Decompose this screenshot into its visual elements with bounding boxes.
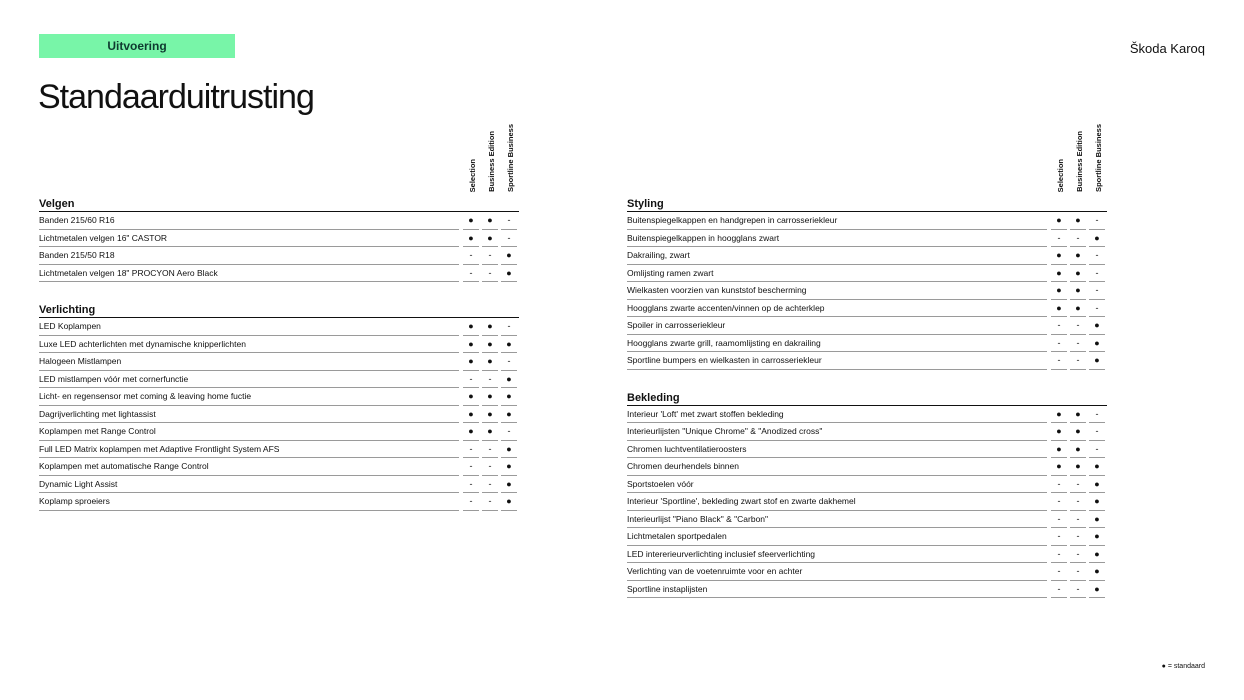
row-label: Dynamic Light Assist xyxy=(39,478,118,489)
row-value-cell: - xyxy=(501,318,517,335)
row-value-cell: ● xyxy=(1070,300,1086,317)
row-label: Koplampen met automatische Range Control xyxy=(39,461,209,471)
spec-section xyxy=(39,298,519,511)
table-row xyxy=(627,546,1107,564)
brand-name: Škoda Karoq xyxy=(1129,41,1205,56)
row-value-cell: ● xyxy=(482,318,498,335)
table-row xyxy=(627,406,1107,424)
row-divider xyxy=(39,281,459,282)
column-header-selection: Selection xyxy=(468,158,477,192)
row-value-cell: - xyxy=(1051,546,1067,563)
row-value-cell: ● xyxy=(463,212,479,229)
row-value-cell: - xyxy=(1089,247,1105,264)
row-value-cell: - xyxy=(1070,493,1086,510)
table-row xyxy=(627,247,1107,265)
row-label: Buitenspiegelkappen in hoogglans zwart xyxy=(627,232,780,243)
row-value-cell: ● xyxy=(1051,265,1067,282)
table-row xyxy=(39,388,519,406)
row-value-cell: ● xyxy=(1070,282,1086,299)
row-divider xyxy=(627,597,1047,598)
row-value-cell: ● xyxy=(501,493,517,510)
row-value-cell: ● xyxy=(1089,230,1105,247)
row-value-cell: - xyxy=(1070,230,1086,247)
row-value-cell: ● xyxy=(1070,423,1086,440)
row-value-cell: ● xyxy=(1070,458,1086,475)
row-value-cell: - xyxy=(1051,230,1067,247)
row-value-cell: ● xyxy=(1089,563,1105,580)
row-label: Lichtmetalen sportpedalen xyxy=(627,531,727,541)
column-header-sportline-business: Sportline Business xyxy=(1094,124,1103,192)
table-row xyxy=(627,230,1107,248)
row-value-cell: ● xyxy=(482,423,498,440)
table-row xyxy=(627,335,1107,353)
row-value-cell: - xyxy=(463,458,479,475)
row-label: Chromen deurhendels binnen xyxy=(627,461,739,471)
row-value-cell: - xyxy=(1089,300,1105,317)
row-label: Chromen luchtventilatieroosters xyxy=(627,443,747,454)
row-value-cell: ● xyxy=(463,318,479,335)
row-value-cell: ● xyxy=(482,388,498,405)
row-label: Dagrijverlichting met lightassist xyxy=(39,408,156,419)
column-header-business-edition: Business Edition xyxy=(487,131,496,192)
section-title: Bekleding xyxy=(627,386,1107,406)
legend: ● = standaard xyxy=(1161,663,1205,670)
row-value-cell: ● xyxy=(501,388,517,405)
table-row xyxy=(39,336,519,354)
row-value-cell: ● xyxy=(463,423,479,440)
row-value-cell: - xyxy=(482,265,498,282)
table-row xyxy=(39,423,519,441)
row-value-cell: - xyxy=(1089,423,1105,440)
row-value-cell: ● xyxy=(501,247,517,264)
table-row xyxy=(627,265,1107,283)
row-value-cell: ● xyxy=(1051,300,1067,317)
row-value-cell: - xyxy=(501,212,517,229)
row-value-cell: ● xyxy=(482,336,498,353)
row-label: Halogeen Mistlampen xyxy=(39,356,122,366)
table-row xyxy=(627,317,1107,335)
row-label: Interieurlijst "Piano Black" & "Carbon" xyxy=(627,513,769,524)
row-value-cell: ● xyxy=(1051,212,1067,229)
right-column xyxy=(627,120,1107,598)
row-value-cell: ● xyxy=(501,441,517,458)
table-row xyxy=(39,458,519,476)
table-row xyxy=(627,212,1107,230)
row-value-cell: ● xyxy=(1089,511,1105,528)
table-row xyxy=(39,247,519,265)
row-value-cell: ● xyxy=(1051,406,1067,423)
column-header-selection: Selection xyxy=(1056,158,1065,192)
table-row xyxy=(39,212,519,230)
row-value-cell: - xyxy=(463,247,479,264)
section-title: Verlichting xyxy=(39,298,519,318)
row-label: LED intererieurverlichting inclusief sfeerverlichting xyxy=(627,548,816,559)
row-value-cell: - xyxy=(463,493,479,510)
row-value-cell: ● xyxy=(463,336,479,353)
row-value-cell: - xyxy=(1051,335,1067,352)
right-sections xyxy=(627,192,1107,598)
row-value-cell: ● xyxy=(1070,212,1086,229)
left-column xyxy=(39,120,519,511)
row-value-cell: - xyxy=(1070,511,1086,528)
row-value-cell: ● xyxy=(1089,528,1105,545)
table-row xyxy=(39,476,519,494)
row-value-cell: ● xyxy=(1070,247,1086,264)
row-value-cell: - xyxy=(1070,352,1086,369)
row-value-cell: - xyxy=(501,230,517,247)
table-row xyxy=(39,493,519,511)
row-value-cell: - xyxy=(482,371,498,388)
row-value-cell: ● xyxy=(501,458,517,475)
section-title: Velgen xyxy=(39,192,519,212)
row-value-cell: ● xyxy=(1051,282,1067,299)
row-label: Interieur 'Sportline', bekleding zwart stof en zwarte dakhemel xyxy=(627,496,856,506)
row-value-cell: ● xyxy=(1070,406,1086,423)
row-value-cell: - xyxy=(1051,528,1067,545)
row-label: Hoogglans zwarte accenten/vinnen op de achterklep xyxy=(627,302,825,313)
row-value-cell: - xyxy=(482,441,498,458)
row-divider xyxy=(39,510,459,511)
table-row xyxy=(39,230,519,248)
row-value-cell: - xyxy=(1051,563,1067,580)
row-value-cell: ● xyxy=(482,212,498,229)
row-value-cell: ● xyxy=(463,406,479,423)
row-value-cell: - xyxy=(501,423,517,440)
row-value-cell: ● xyxy=(501,336,517,353)
row-value-cell: - xyxy=(1070,528,1086,545)
row-label: Buitenspiegelkappen en handgrepen in carrosseriekleur xyxy=(627,215,838,225)
column-headers xyxy=(627,120,1107,192)
row-value-cell: - xyxy=(1070,581,1086,598)
row-value-cell: - xyxy=(1089,212,1105,229)
row-value-cell: ● xyxy=(501,476,517,493)
row-value-cell: ● xyxy=(1089,317,1105,334)
table-row xyxy=(627,581,1107,599)
row-value-cell: ● xyxy=(1089,476,1105,493)
row-value-cell: - xyxy=(482,458,498,475)
left-sections xyxy=(39,192,519,511)
table-row xyxy=(627,563,1107,581)
table-row xyxy=(39,406,519,424)
row-label: Interieur 'Loft' met zwart stoffen bekleding xyxy=(627,408,784,419)
row-value-cell: - xyxy=(1051,476,1067,493)
row-value-cell: ● xyxy=(1089,458,1105,475)
row-value-cell: - xyxy=(1070,563,1086,580)
page-title: Standaarduitrusting xyxy=(38,78,314,116)
table-row xyxy=(39,265,519,283)
row-value-cell: - xyxy=(1070,546,1086,563)
row-label: Lichtmetalen velgen 16" CASTOR xyxy=(39,232,168,243)
row-label: Verlichting van de voetenruimte voor en achter xyxy=(627,566,803,576)
row-value-cell: ● xyxy=(1089,581,1105,598)
row-value-cell: - xyxy=(1089,265,1105,282)
table-row xyxy=(627,493,1107,511)
row-label: Interieurlijsten "Unique Chrome" & "Anodized cross" xyxy=(627,426,823,436)
row-divider xyxy=(627,369,1047,370)
row-label: Banden 215/60 R16 xyxy=(39,215,115,225)
row-value-cell: ● xyxy=(1089,493,1105,510)
row-value-cell: - xyxy=(1070,317,1086,334)
column-header-sportline-business: Sportline Business xyxy=(506,124,515,192)
row-value-cell: ● xyxy=(1051,441,1067,458)
row-label: LED Koplampen xyxy=(39,321,101,331)
row-value-cell: - xyxy=(463,265,479,282)
spec-section xyxy=(627,192,1107,370)
row-label: Sportline instaplijsten xyxy=(627,583,708,594)
row-value-cell: - xyxy=(1089,406,1105,423)
row-value-cell: - xyxy=(482,476,498,493)
row-label: Wielkasten voorzien van kunststof bescherming xyxy=(627,285,807,295)
column-headers xyxy=(39,120,519,192)
row-value-cell: - xyxy=(1051,511,1067,528)
row-value-cell: - xyxy=(501,353,517,370)
row-value-cell: ● xyxy=(463,353,479,370)
row-label: Spoiler in carrosseriekleur xyxy=(627,320,726,330)
row-value-cell: - xyxy=(1051,317,1067,334)
table-row xyxy=(627,528,1107,546)
row-value-cell: ● xyxy=(1070,441,1086,458)
row-value-cell: ● xyxy=(482,230,498,247)
table-row xyxy=(627,423,1107,441)
row-label: LED mistlampen vóór met cornerfunctie xyxy=(39,373,189,384)
row-label: Sportline bumpers en wielkasten in carrosseriekleur xyxy=(627,355,822,365)
table-row xyxy=(627,300,1107,318)
row-label: Full LED Matrix koplampen met Adaptive Frontlight System AFS xyxy=(39,443,280,454)
row-value-cell: ● xyxy=(1051,458,1067,475)
row-value-cell: - xyxy=(1051,581,1067,598)
row-label: Hoogglans zwarte grill, raamomlijsting en dakrailing xyxy=(627,337,821,348)
table-row xyxy=(39,441,519,459)
row-label: Koplamp sproeiers xyxy=(39,496,110,506)
row-value-cell: ● xyxy=(1089,546,1105,563)
row-label: Licht- en regensensor met coming & leaving home fuctie xyxy=(39,391,252,401)
row-value-cell: ● xyxy=(501,371,517,388)
row-label: Luxe LED achterlichten met dynamische knipperlichten xyxy=(39,338,246,349)
row-label: Banden 215/50 R18 xyxy=(39,250,115,260)
row-value-cell: - xyxy=(1051,352,1067,369)
table-row xyxy=(627,282,1107,300)
row-value-cell: - xyxy=(1089,282,1105,299)
row-value-cell: - xyxy=(482,247,498,264)
row-value-cell: ● xyxy=(1051,247,1067,264)
row-label: Lichtmetalen velgen 18" PROCYON Aero Black xyxy=(39,267,218,278)
table-row xyxy=(39,353,519,371)
row-value-cell: - xyxy=(463,476,479,493)
row-value-cell: ● xyxy=(1051,423,1067,440)
table-row xyxy=(39,318,519,336)
table-row xyxy=(627,352,1107,370)
row-value-cell: - xyxy=(1070,476,1086,493)
row-value-cell: ● xyxy=(501,265,517,282)
row-label: Dakrailing, zwart xyxy=(627,250,690,260)
row-value-cell: - xyxy=(1051,493,1067,510)
row-value-cell: ● xyxy=(1070,265,1086,282)
row-value-cell: - xyxy=(463,441,479,458)
row-value-cell: ● xyxy=(463,230,479,247)
row-value-cell: - xyxy=(1089,441,1105,458)
section-title: Styling xyxy=(627,192,1107,212)
spec-section xyxy=(627,386,1107,599)
spec-section xyxy=(39,192,519,282)
row-value-cell: ● xyxy=(501,406,517,423)
table-row xyxy=(39,371,519,389)
row-value-cell: - xyxy=(482,493,498,510)
row-value-cell: ● xyxy=(463,388,479,405)
table-row xyxy=(627,476,1107,494)
row-label: Sportstoelen vóór xyxy=(627,478,694,489)
row-value-cell: ● xyxy=(482,353,498,370)
row-value-cell: - xyxy=(1070,335,1086,352)
row-value-cell: - xyxy=(463,371,479,388)
table-row xyxy=(627,441,1107,459)
row-value-cell: ● xyxy=(1089,335,1105,352)
row-value-cell: ● xyxy=(1089,352,1105,369)
section-tag: Uitvoering xyxy=(39,34,235,58)
table-row xyxy=(627,511,1107,529)
column-header-business-edition: Business Edition xyxy=(1075,131,1084,192)
row-value-cell: ● xyxy=(482,406,498,423)
row-label: Koplampen met Range Control xyxy=(39,426,156,436)
table-row xyxy=(627,458,1107,476)
row-label: Omlijsting ramen zwart xyxy=(627,267,714,278)
